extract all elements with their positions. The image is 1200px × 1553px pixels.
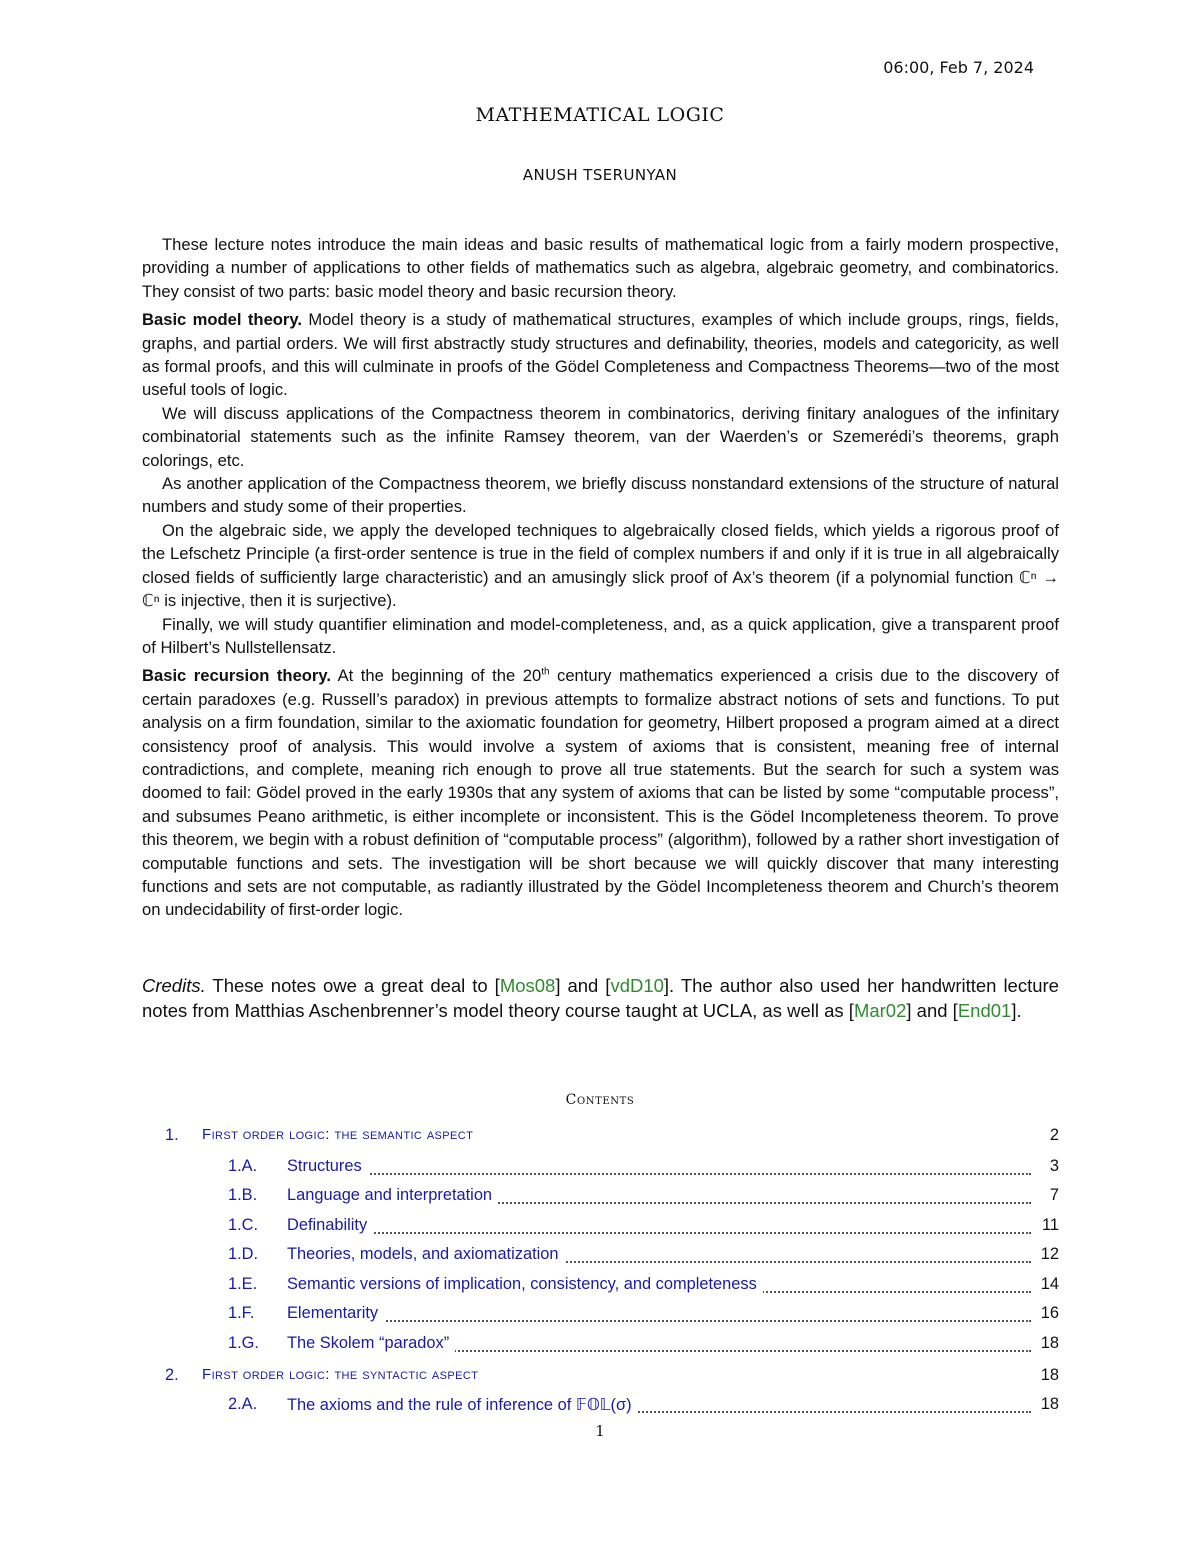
toc-link[interactable]: Structures	[287, 1157, 368, 1176]
model-theory-paragraph	[142, 308, 1059, 402]
citation-link-vdd10[interactable]: vdD10	[610, 975, 664, 996]
credits-paragraph	[142, 973, 1059, 1023]
toc-leader-dots	[287, 1300, 1031, 1322]
toc-page-number: 18	[1035, 1334, 1059, 1353]
toc-page-number: 7	[1044, 1186, 1059, 1205]
citation-link-end01[interactable]: End01	[957, 1000, 1012, 1021]
toc-link[interactable]: Definability	[287, 1216, 373, 1235]
toc-entry[interactable]	[142, 1157, 1059, 1181]
toc-number: 2.	[165, 1366, 179, 1384]
timestamp: 06:00, Feb 7, 2024	[883, 58, 1034, 77]
toc-link[interactable]: Semantic versions of implication, consistency, and completeness	[287, 1275, 763, 1294]
quantifier-elimination-paragraph: Finally, we will study quantifier elimination and model-completeness, and, as a quick application, give a transparent proof of Hilbert’s Nullstellensatz.	[142, 614, 1059, 657]
credits-text: These notes owe a great deal to [	[205, 975, 500, 996]
toc-entry[interactable]	[142, 1304, 1059, 1328]
toc-page-number: 18	[1035, 1366, 1059, 1385]
author: ANUSH TSERUNYAN	[522, 166, 678, 184]
abstract-body	[142, 233, 1059, 922]
credits-text: ]. The author also used her handwritten lecture notes from Matthias Aschenbrenner’s model theory course taught at UCLA, as well as [	[142, 975, 1059, 1021]
toc-entry[interactable]	[142, 1366, 1059, 1390]
toc-leader-dots	[287, 1212, 1031, 1234]
toc-page-number: 14	[1035, 1275, 1059, 1294]
model-theory-heading: Basic model theory.	[142, 310, 302, 330]
toc-number: 1.	[165, 1126, 179, 1144]
citation-link-mar02[interactable]: Mar02	[853, 1000, 907, 1021]
toc-link[interactable]: First order logic: the syntactic aspect	[202, 1366, 484, 1383]
toc-page-number: 3	[1044, 1157, 1059, 1176]
toc-entry[interactable]	[142, 1186, 1059, 1210]
toc-number: 1.C.	[228, 1216, 259, 1234]
toc-number: 2.A.	[228, 1395, 258, 1413]
toc-link[interactable]: The Skolem “paradox”	[287, 1334, 455, 1353]
toc-entry[interactable]	[142, 1275, 1059, 1299]
toc-number: 1.D.	[228, 1245, 259, 1263]
paper-title: MATHEMATICAL LOGIC	[475, 104, 725, 126]
toc-page-number: 2	[1044, 1126, 1059, 1145]
toc-number: 1.F.	[228, 1304, 255, 1322]
page-number: 1	[595, 1422, 605, 1440]
toc-link[interactable]: Theories, models, and axiomatization	[287, 1245, 565, 1264]
toc-leader-dots	[287, 1153, 1031, 1175]
compactness-combinatorics-paragraph: We will discuss applications of the Compactness theorem in combinatorics, deriving finitary analogues of the infinitary combinatorial statements such as the infinite Ramsey theorem, van der Waerden’s or Szemerédi’s theorems, graph colorings, etc.	[142, 403, 1059, 470]
toc-page-number: 12	[1035, 1245, 1059, 1264]
toc-page-number: 11	[1036, 1216, 1059, 1235]
recursion-theory-heading: Basic recursion theory.	[142, 666, 331, 686]
toc-entry[interactable]	[142, 1334, 1059, 1358]
recursion-text-a: At the beginning of the 20	[331, 666, 542, 686]
credits-text: ] and [	[555, 975, 611, 996]
toc-number: 1.G.	[228, 1334, 259, 1352]
intro-paragraph: These lecture notes introduce the main ideas and basic results of mathematical logic from a fairly modern prospective, providing a number of applications to other fields of mathematics such as algebra, algebraic geometry, and combinatorics. They consist of two parts: basic model theory and basic recursion theory.	[142, 235, 1059, 301]
toc-number: 1.E.	[228, 1275, 258, 1293]
citation-link-mos08[interactable]: Mos08	[499, 975, 556, 996]
toc-page-number: 18	[1035, 1395, 1059, 1414]
toc-number: 1.B.	[228, 1186, 258, 1204]
toc-link[interactable]: First order logic: the semantic aspect	[202, 1126, 479, 1143]
toc-entry[interactable]	[142, 1216, 1059, 1240]
toc-link[interactable]: Elementarity	[287, 1304, 384, 1323]
toc-entry[interactable]	[142, 1126, 1059, 1150]
nonstandard-paragraph: As another application of the Compactness theorem, we briefly discuss nonstandard extensions of the structure of natural numbers and study some of their properties.	[142, 474, 1059, 517]
superscript-th: th	[541, 666, 550, 678]
credits-text: ].	[1011, 1000, 1022, 1021]
toc-number: 1.A.	[228, 1157, 258, 1175]
recursion-theory-paragraph	[142, 664, 1059, 921]
model-theory-text: Model theory is a study of mathematical structures, examples of which include groups, rings, fields, graphs, and partial orders. We will first abstractly study structures and definability, theories, models and categoricity, as well as formal proofs, and this will culminate in proofs of the Gödel Completeness and Compactness Theorems—two of the most useful tools of logic.	[142, 310, 1059, 400]
toc-entry[interactable]	[142, 1245, 1059, 1269]
toc-page-number: 16	[1035, 1304, 1059, 1323]
algebraic-paragraph: On the algebraic side, we apply the developed techniques to algebraically closed fields, which yields a rigorous proof of the Lefschetz Principle (a first-order sentence is true in the field of complex numbers if and only if it is true in all algebraically closed fields of sufficiently large characteristic) and an amusingly slick proof of Ax’s theorem (if a polynomial function ℂⁿ → ℂⁿ is injective, then it is surjective).	[142, 520, 1059, 611]
recursion-text-b: century mathematics experienced a crisis due to the discovery of certain paradoxes (e.g. Russell’s paradox) in previous attempts to formalize abstract notions of sets and functions. To put analysis on a firm foundation, similar to the axiomatic foundation for geometry, Hilbert proposed a program aimed at a direct consistency proof of analysis. This would involve a system of axioms that is consistent, meaning free of internal contradictions, and complete, meaning rich enough to prove all true statements. But the search for such a system was doomed to fail: Gödel proved in the early 1930s that any system of axioms that can be listed by some “computable process”, and subsumes Peano arithmetic, is either incomplete or inconsistent. This is the Gödel Incompleteness theorem. To prove this theorem, we begin with a robust definition of “computable process” (algorithm), followed by a rather short investigation of computable functions and sets. The investigation will be short because we will quickly discover that many interesting functions and sets are not computable, as radiantly illustrated by the Gödel Incompleteness theorem and Church’s theorem on undecidability of first-order logic.	[142, 666, 1059, 920]
credits-text: ] and [	[906, 1000, 958, 1021]
toc-entry[interactable]	[142, 1395, 1059, 1419]
contents-heading: Contents	[565, 1092, 635, 1108]
toc-link[interactable]: Language and interpretation	[287, 1186, 498, 1205]
toc-link[interactable]: The axioms and the rule of inference of 𝔽𝕆𝕃(σ)	[287, 1395, 638, 1415]
credits-label: Credits.	[142, 975, 206, 996]
